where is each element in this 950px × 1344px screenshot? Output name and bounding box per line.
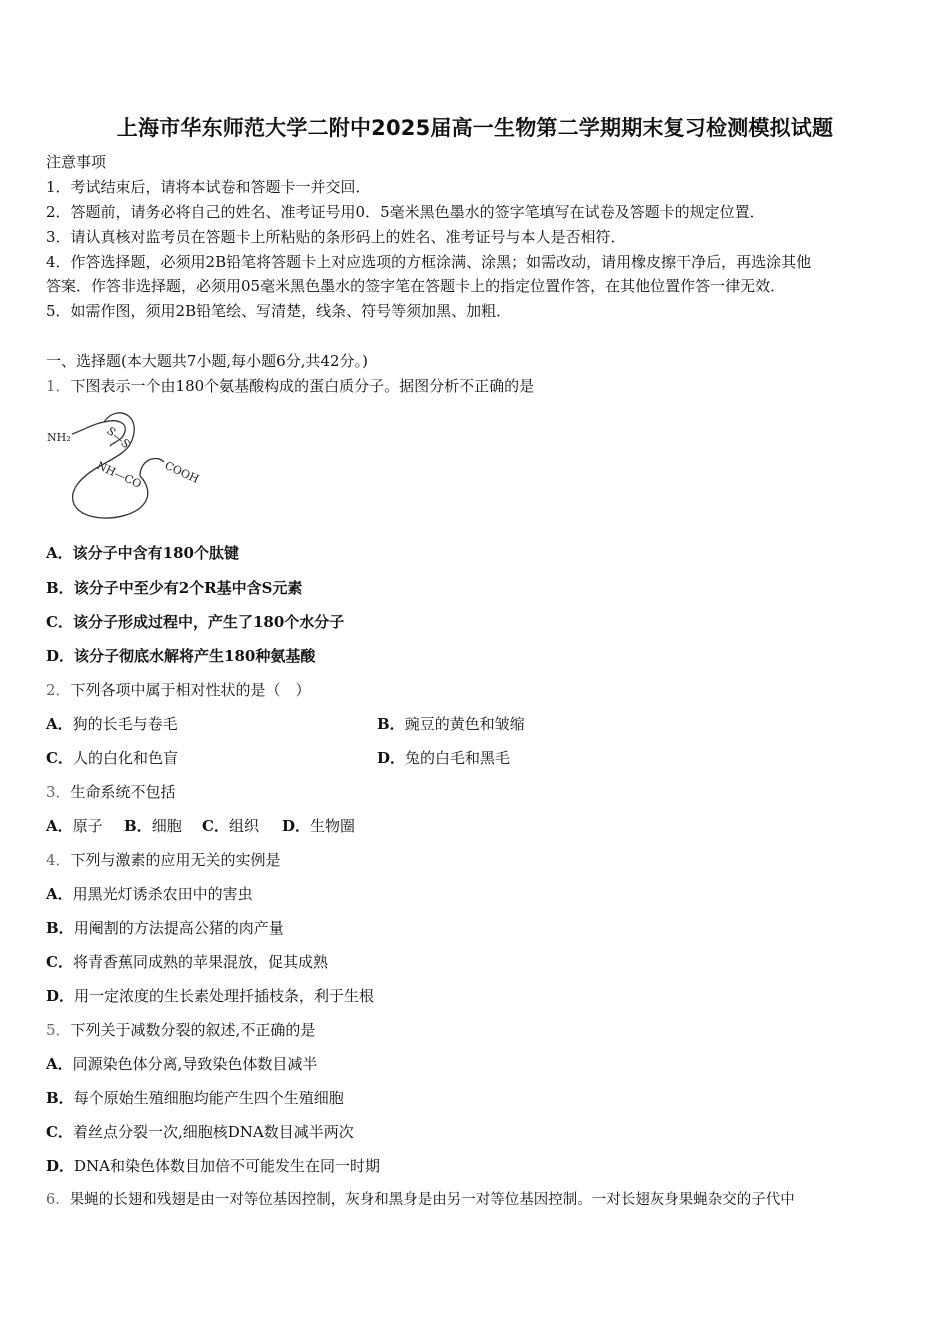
- option-letter: A．: [46, 544, 73, 562]
- option-text: 细胞: [151, 817, 182, 835]
- option-a[interactable]: [46, 816, 103, 836]
- option-c[interactable]: [46, 952, 328, 972]
- option-letter: C．: [46, 1123, 73, 1141]
- option-text: 原子: [72, 817, 103, 835]
- note-item: 2．答题前，请务必将自己的姓名、准考证号用0．5毫米黑色墨水的签字笔填写在试卷及答题卡的规定位置．: [46, 203, 765, 221]
- option-letter: B．: [46, 579, 74, 597]
- note-item: 4．作答选择题，必须用2B铅笔将答题卡上对应选项的方框涂满、涂黑；如需改动，请用橡皮擦干净后，再选涂其他: [46, 253, 812, 271]
- option-text: 将青香蕉同成熟的苹果混放，促其成熟: [72, 953, 328, 971]
- option-letter: C．: [202, 817, 229, 835]
- question-text: 生命系统不包括: [70, 783, 176, 801]
- option-b[interactable]: [377, 714, 525, 734]
- option-d[interactable]: [46, 986, 374, 1006]
- option-letter: B．: [46, 1089, 74, 1107]
- option-text: 每个原始生殖细胞均能产生四个生殖细胞: [73, 1089, 344, 1107]
- option-letter: D．: [46, 987, 75, 1005]
- option-b[interactable]: [46, 578, 302, 598]
- option-text: 该分子中含有180个肽键: [72, 544, 239, 562]
- option-c[interactable]: [46, 1122, 354, 1142]
- option-text: 狗的长毛与卷毛: [72, 715, 178, 733]
- option-text: 组织: [228, 817, 259, 835]
- option-letter: B．: [377, 715, 405, 733]
- option-text: 用一定浓度的生长素处理扦插枝条，利于生根: [74, 987, 375, 1005]
- option-d[interactable]: [46, 1156, 380, 1176]
- note-item: 3．请认真核对监考员在答题卡上所粘贴的条形码上的姓名、准考证号与本人是否相符．: [46, 228, 626, 246]
- question-number: 6．: [46, 1192, 70, 1208]
- option-text: 同源染色体分离,导致染色体数目减半: [72, 1055, 318, 1073]
- option-letter: A．: [46, 885, 73, 903]
- option-a[interactable]: [46, 543, 239, 563]
- option-b[interactable]: [46, 1088, 344, 1108]
- section-heading: 一、选择题(本大题共7小题,每小题6分,共42分。): [46, 352, 368, 370]
- question-2: [46, 680, 311, 700]
- question-text: 下图表示一个由180个氨基酸构成的蛋白质分子。据图分析不正确的是: [70, 377, 535, 395]
- option-text: 着丝点分裂一次,细胞核DNA数目减半两次: [72, 1123, 354, 1141]
- question-number: 3．: [46, 783, 71, 801]
- question-number: 2．: [46, 681, 71, 699]
- option-text: 人的白化和色盲: [72, 749, 178, 767]
- option-letter: C．: [46, 953, 73, 971]
- option-a[interactable]: [46, 714, 178, 734]
- option-a[interactable]: [46, 884, 253, 904]
- option-c[interactable]: [46, 612, 344, 632]
- cooh-label: COOH: [162, 458, 201, 486]
- question-5: [46, 1020, 315, 1040]
- option-text: 生物圈: [310, 817, 356, 835]
- option-text: 该分子形成过程中，产生了180个水分子: [72, 613, 345, 631]
- question-1: [46, 376, 534, 396]
- option-letter: D．: [377, 749, 406, 767]
- option-letter: A．: [46, 715, 73, 733]
- nh2-label: NH₂: [47, 431, 71, 444]
- option-text: 豌豆的黄色和皱缩: [404, 715, 525, 733]
- question-text: 下列与激素的应用无关的实例是: [70, 851, 281, 869]
- option-d[interactable]: [377, 748, 510, 768]
- option-letter: D．: [46, 1157, 75, 1175]
- question-number: 1．: [46, 377, 71, 395]
- disulfide-label: S—S: [104, 424, 133, 452]
- option-letter: C．: [46, 613, 73, 631]
- note-item: 答案．作答非选择题，必须用05毫米黑色墨水的签字笔在答题卡上的指定位置作答，在其他位置作答一律无效．: [46, 277, 786, 295]
- option-text: 兔的白毛和黑毛: [405, 749, 511, 767]
- option-b[interactable]: [46, 918, 284, 938]
- question-number: 4．: [46, 851, 71, 869]
- option-a[interactable]: [46, 1054, 317, 1074]
- option-d[interactable]: [282, 816, 355, 836]
- option-letter: D．: [282, 817, 311, 835]
- question-number: 5．: [46, 1021, 71, 1039]
- option-letter: D．: [46, 647, 75, 665]
- option-text: DNA和染色体数目加倍不可能发生在同一时期: [74, 1157, 381, 1175]
- notes-heading: 注意事项: [46, 153, 107, 171]
- option-b[interactable]: [124, 816, 182, 836]
- option-text: 用黑光灯诱杀农田中的害虫: [72, 885, 253, 903]
- option-letter: C．: [46, 749, 73, 767]
- note-item: 5．如需作图，须用2B铅笔绘、写清楚，线条、符号等须加黑、加粗．: [46, 302, 512, 320]
- option-d[interactable]: [46, 646, 315, 666]
- option-letter: A．: [46, 1055, 73, 1073]
- option-text: 用阉割的方法提高公猪的肉产量: [73, 919, 284, 937]
- note-item: 1．考试结束后，请将本试卷和答题卡一并交回．: [46, 178, 371, 196]
- question-text: 下列关于减数分裂的叙述,不正确的是: [70, 1021, 316, 1039]
- question-text: 下列各项中属于相对性状的是（ ）: [70, 681, 311, 699]
- question-3: [46, 782, 176, 802]
- option-c[interactable]: [46, 748, 178, 768]
- question-4: [46, 850, 281, 870]
- question-6: [46, 1190, 795, 1210]
- protein-molecule-diagram: [44, 410, 209, 525]
- option-letter: A．: [46, 817, 73, 835]
- peptide-bond-label: NH—CO: [94, 458, 144, 491]
- question-text: 果蝇的长翅和残翅是由一对等位基因控制，灰身和黑身是由另一对等位基因控制。一对长翅灰身果蝇杂交的子代中: [69, 1192, 795, 1208]
- option-letter: B．: [46, 919, 74, 937]
- option-letter: B．: [124, 817, 152, 835]
- option-text: 该分子中至少有2个R基中含S元素: [73, 579, 303, 597]
- page-title: 上海市华东师范大学二附中2025届高一生物第二学期期末复习检测模拟试题: [116, 116, 834, 140]
- option-c[interactable]: [202, 816, 259, 836]
- option-text: 该分子彻底水解将产生180种氨基酸: [74, 647, 316, 665]
